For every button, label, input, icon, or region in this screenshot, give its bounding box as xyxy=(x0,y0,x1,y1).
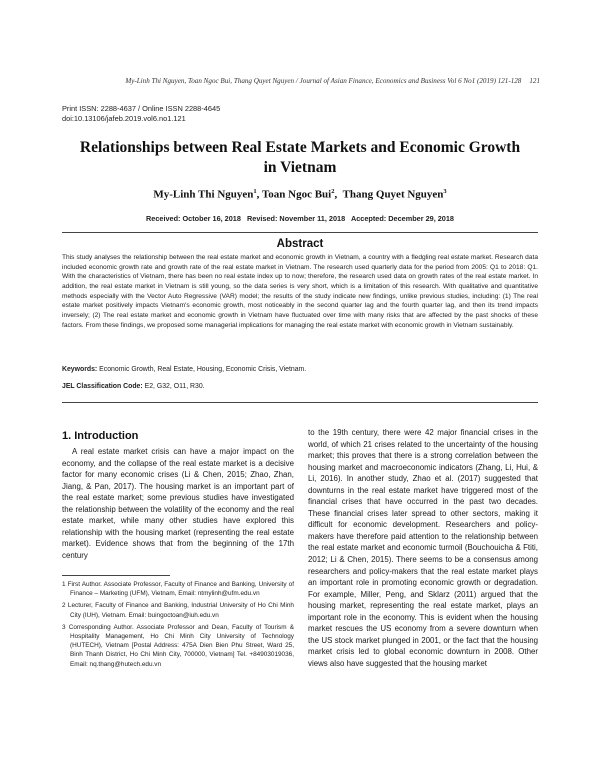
author-list: My-Linh Thi Nguyen$^1$, Toan Ngoc Bui$^2$, Thang Quyet Nguyen$^3$ xyxy=(153,188,447,201)
top-divider xyxy=(62,232,538,233)
issn-line: Print ISSN: 2288-4637 / Online ISSN 2288-4645 xyxy=(62,104,221,113)
abstract-text: This study analyses the relationship between the real estate market and economic growth in Vietnam, a country with a fledgling real estate market. Research data included economic growth rate and growth rate of the real estate market in Vietnam. The research used quarterly data for the period from 2005: Q1 to 2018: Q1. With the characteristics of Vietnam, there has been no real estate index up to now; therefore, the research used data on growth rates of the real estate market. In addition, the real estate market in Vietnam is still young, so the data series is very short, which is a limitation of this research. With qualitative and quantitative methods especially with the Vector Auto Regressive (VAR) model; the results of the study indicate new findings, unlike previous studies, including: (1) The real estate market positively impacts Vietnam's economic growth, most noticeably in the second quarter lag and the fourth quarter lag, and then its trend impacts inversely; (2) The real estate market and economic growth in Vietnam have fluctuated over time with many risks that are affected by the past shocks of these factors. From these findings, we proposed some managerial implications for managing the real estate market with economic growth in Vietnam sustainably. xyxy=(62,254,538,329)
right-column-text: to the 19th century, there were 42 major financial crises in the world, of which 21 crises related to the uncertainty of the housing market; this proves that there is a strong correlation between the housing market and macroeconomic indicators (Zhang, Li, Hui, & Li, 2016). In another study, Zhao et al. (2017) suggested that downturns in the real estate market have triggered most of the financial crises that have occurred in the past two decades. These financial crises later spread to other sectors, making it difficult for economic development. Researchers and policy-makers have therefore paid attention to the relationship between the real estate market and economic turmoil (Bouchouicha & Ftiti, 2012; Li & Chen, 2015). There seems to be a consensus among researchers and policy-makers that the real estate market plays an important role in promoting economic growth or degradation. For example, Miller, Peng, and Sklarz (2011) argued that the housing market, representing the real estate market, plays an important role in the economy. This is evident when the housing market rescues the US economy from a severe downturn when the US stock market plunged in 2001, or the fact that the housing market crisis led to global economic downturn in 2008. Other views also have suggested that the housing market xyxy=(308,428,538,668)
doi-line: doi:10.13106/jafeb.2019.vol6.no1.121 xyxy=(62,114,186,123)
author-mark: 1 xyxy=(253,188,257,195)
jel-value: E2, G32, O11, R30. xyxy=(144,383,205,390)
author-mark: 2 xyxy=(331,188,335,195)
left-column-text: A real estate market crisis can have a major impact on the economy, and the collapse of the real estate market is a decisive factor for many economic crises (Li & Chen, 2015; Zhao, Zhan, Jiang, & Pan, 2017). The housing market is an important part of the real estate market; some previous studies have investigated the relationship between the volatility of the economy and the real estate market, while many other studies have explored this relationship with the housing market (representing the real estate market). Evidence shows that from the beginning of the 17th century xyxy=(62,447,294,560)
footnote-3: 3 Corresponding Author. Associate Professor and Dean, Faculty of Tourism & Hospitality Management, Ho Chi Minh City University of Technology (HUTECH), Vietnam [Postal Address: 475A Dien Bien Phu Street, Ward 25, Binh Thanh District, Ho Chi Minh City, 700000, Vietnam] Tel. +84903019036, Email: nq.thang@hutech.edu.vn xyxy=(62,623,294,668)
author-name: My-Linh Thi Nguyen xyxy=(153,188,254,201)
title-line-1: Relationships between Real Estate Markets and Economic Growth xyxy=(79,139,521,156)
paper-title xyxy=(70,138,530,178)
author-mark: 3 xyxy=(443,188,447,195)
author-name: Toan Ngoc Bui xyxy=(261,188,332,201)
keywords-label: Keywords: xyxy=(62,366,98,373)
page-number: 121 xyxy=(529,77,540,85)
keywords-line xyxy=(62,366,306,373)
footnote-divider xyxy=(62,575,170,576)
footnote-1: 1 First Author. Associate Professor, Faculty of Finance and Banking, University of Finance – Marketing (UFM), Vietnam, Email: ntmylinh@ufm.edu.vn xyxy=(62,581,294,598)
title-line-2: in Vietnam xyxy=(263,159,337,176)
bottom-divider xyxy=(62,402,538,403)
abstract-heading: Abstract xyxy=(276,238,324,250)
running-head xyxy=(60,77,540,85)
jel-label: JEL Classification Code: xyxy=(62,383,143,390)
keywords-value: Economic Growth, Real Estate, Housing, Economic Crisis, Vietnam. xyxy=(99,366,307,373)
jel-line xyxy=(62,383,205,390)
submission-dates: Received: October 16, 2018 Revised: November 11, 2018 Accepted: December 29, 2018 xyxy=(146,214,454,223)
section-heading: 1. Introduction xyxy=(62,430,139,442)
footnotes xyxy=(62,580,294,672)
running-head-text: My-Linh Thi Nguyen, Toan Ngoc Bui, Thang Quyet Nguyen / Journal of Asian Finance, Economics and Business Vol 6 No1 (2019) 121-128 xyxy=(125,77,522,85)
issn-block xyxy=(62,104,220,124)
footnote-2: 2 Lecturer, Faculty of Finance and Banking, Industrial University of Ho Chi Minh City (IUH), Vietnam. Email: buingoctoan@iuh.edu.vn xyxy=(62,602,294,619)
author-name: Thang Quyet Nguyen xyxy=(342,188,444,201)
